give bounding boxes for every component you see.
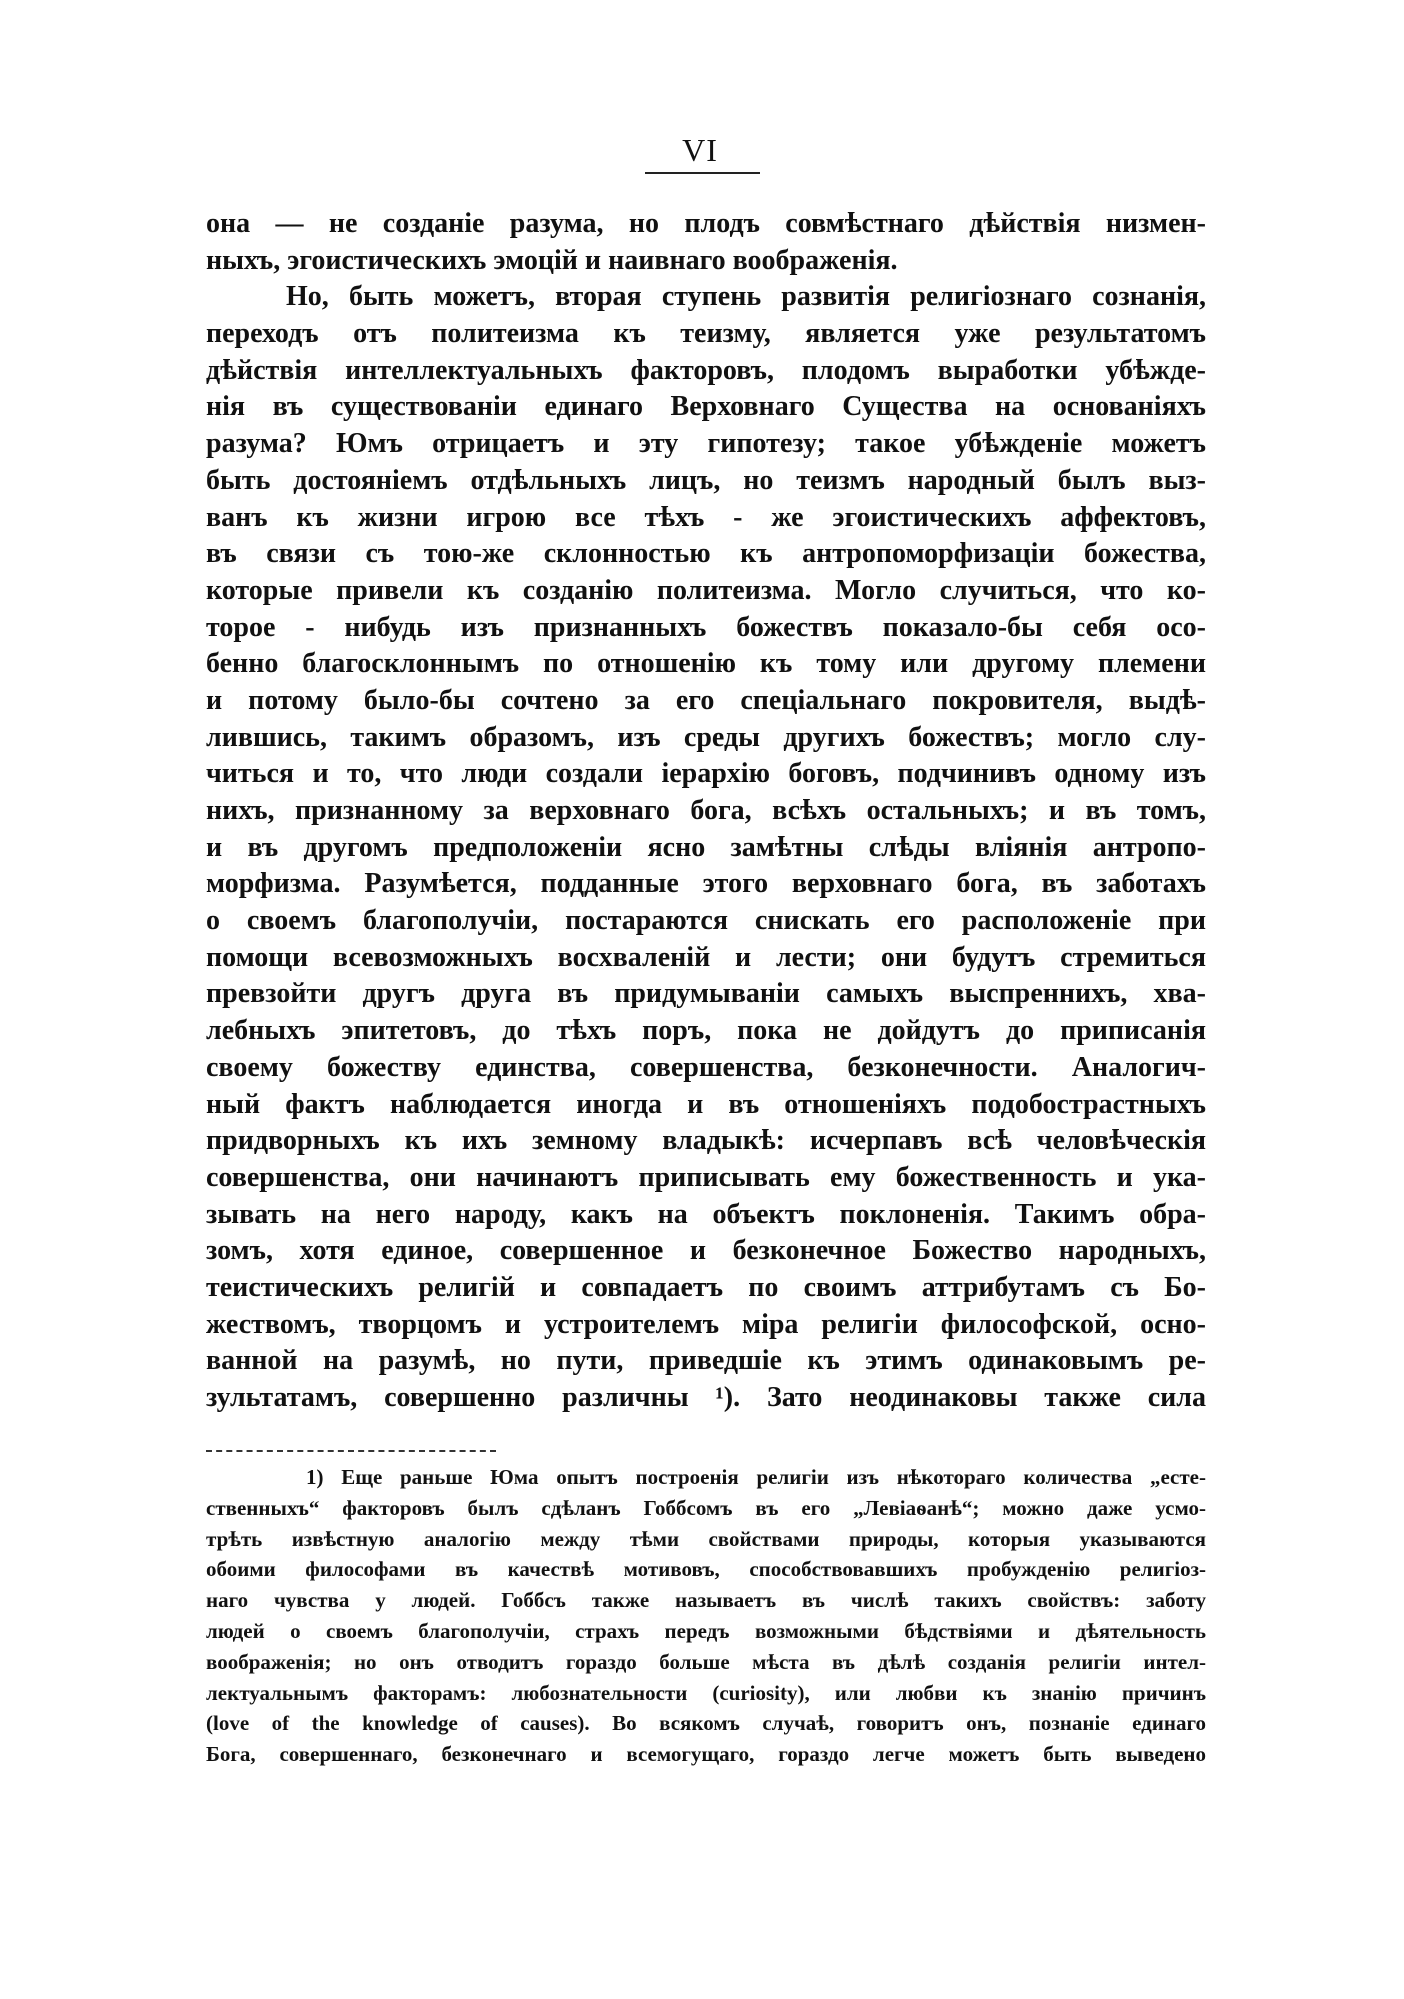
footnote-line: обоими философами въ качествѣ мотивовъ, способствовавшихъ пробужденію религіоз-	[206, 1557, 1206, 1582]
text-line: ванной на разумѣ, но пути, приведшіе къ этимъ одинаковымъ ре-	[206, 1345, 1206, 1377]
footnote-line: ственныхъ“ факторовъ былъ сдѣланъ Гоббсомъ въ его „Левіаѳанѣ“; можно даже усмо-	[206, 1495, 1206, 1520]
footnote-line: трѣть извѣстную аналогію между тѣми свойствами природы, которыя указываются	[206, 1526, 1206, 1551]
text-line: ный фактъ наблюдается иногда и въ отношеніяхъ подобострастныхъ	[206, 1088, 1206, 1120]
text-line: ванъ къ жизни игрою все тѣхъ - же эгоистическихъ аффектовъ,	[206, 501, 1206, 533]
footnote-line: (love of the knowledge of causes). Во всякомъ случаѣ, говоритъ онъ, познаніе единаго	[206, 1711, 1206, 1736]
text-line: превзойти другъ друга въ придумываніи самыхъ выспреннихъ, хва-	[206, 978, 1206, 1010]
footnote-line: воображенія; но онъ отводитъ гораздо больше мѣста въ дѣлѣ созданія религіи интел-	[206, 1649, 1206, 1674]
text-line: дѣйствія интеллектуальныхъ факторовъ, плодомъ выработки убѣжде-	[206, 354, 1206, 386]
text-line: и потому было-бы сочтено за его спеціальнаго покровителя, выдѣ-	[206, 684, 1206, 716]
text-line: лившись, такимъ образомъ, изъ среды другихъ божествъ; могло слу-	[206, 721, 1206, 753]
page-number-underline	[645, 172, 760, 174]
page-number: VI	[682, 132, 718, 168]
text-line: которые привели къ созданію политеизма. Могло случиться, что ко-	[206, 574, 1206, 606]
text-line: она — не созданіе разума, но плодъ совмѣстнаго дѣйствія низмен-	[206, 208, 1206, 239]
footnote-line: 1) Еще раньше Юма опытъ построенія религіи изъ нѣкотораго количества „есте-	[306, 1465, 1206, 1489]
text-line: разума? Юмъ отрицаетъ и эту гипотезу; такое убѣжденіе можетъ	[206, 428, 1206, 460]
text-line: торое - нибудь изъ признанныхъ божествъ показало-бы себя осо-	[206, 611, 1206, 643]
text-line: придворныхъ къ ихъ земному владыкѣ: исчерпавъ всѣ человѣческія	[206, 1125, 1206, 1157]
text-line: нія въ существованіи единаго Верховнаго Существа на основаніяхъ	[206, 391, 1206, 423]
text-line: жествомъ, творцомъ и устроителемъ міра религіи философской, осно-	[206, 1308, 1206, 1340]
text-line: переходъ отъ политеизма къ теизму, является уже результатомъ	[206, 318, 1206, 350]
text-line: зультатамъ, совершенно различны ¹). Зато неодинаковы также сила	[206, 1382, 1206, 1413]
text-line: совершенства, они начинаютъ приписывать ему божественность и ука-	[206, 1161, 1206, 1193]
text-line: лебныхъ эпитетовъ, до тѣхъ поръ, пока не дойдутъ до приписанія	[206, 1015, 1206, 1047]
text-line: теистическихъ религій и совпадаетъ по своимъ аттрибутамъ съ Бо-	[206, 1271, 1206, 1303]
text-line: зывать на него народу, какъ на объектъ поклоненія. Такимъ обра-	[206, 1198, 1206, 1230]
text-line: бенно благосклоннымъ по отношенію къ тому или другому племени	[206, 648, 1206, 680]
footnote-line: наго чувства у людей. Гоббсъ также называетъ въ числѣ такихъ свойствъ: заботу	[206, 1588, 1206, 1613]
text-line: зомъ, хотя единое, совершенное и безконечное Божество народныхъ,	[206, 1235, 1206, 1267]
text-line: Но, быть можетъ, вторая ступень развитія религіознаго сознанія,	[286, 281, 1206, 313]
text-line: быть достояніемъ отдѣльныхъ лицъ, но теизмъ народный былъ выз-	[206, 464, 1206, 496]
text-line: морфизма. Разумѣется, подданные этого верховнаго бога, въ заботахъ	[206, 868, 1206, 900]
main-text-body	[206, 206, 1206, 1417]
text-line: и въ другомъ предположеніи ясно замѣтны слѣды вліянія антропо-	[206, 831, 1206, 863]
text-line: ныхъ, эгоистическихъ эмоцій и наивнаго воображенія.	[206, 244, 898, 276]
text-line: помощи всевозможныхъ восхваленій и лести; они будутъ стремиться	[206, 941, 1206, 973]
footnote-body	[206, 1462, 1206, 1770]
text-line: читься и то, что люди создали іерархію боговъ, подчинивъ одному изъ	[206, 758, 1206, 790]
footnote-line: лектуальнымъ факторамъ: любознательности (curiosity), или любви къ знанію причинъ	[206, 1680, 1206, 1705]
text-line: своему божеству единства, совершенства, безконечности. Аналогич-	[206, 1051, 1206, 1083]
footnote-separator	[206, 1450, 496, 1452]
footnote-line: людей о своемъ благополучіи, страхъ передъ возможными бѣдствіями и дѣятельность	[206, 1618, 1206, 1643]
footnote-line: Бога, совершеннаго, безконечнаго и всемогущаго, гораздо легче можетъ быть выведено	[206, 1742, 1206, 1767]
text-line: въ связи съ тою-же склонностью къ антропоморфизаціи божества,	[206, 538, 1206, 570]
text-line: о своемъ благополучіи, постараются снискать его расположеніе при	[206, 905, 1206, 937]
text-line: нихъ, признанному за верховнаго бога, всѣхъ остальныхъ; и въ томъ,	[206, 795, 1206, 826]
